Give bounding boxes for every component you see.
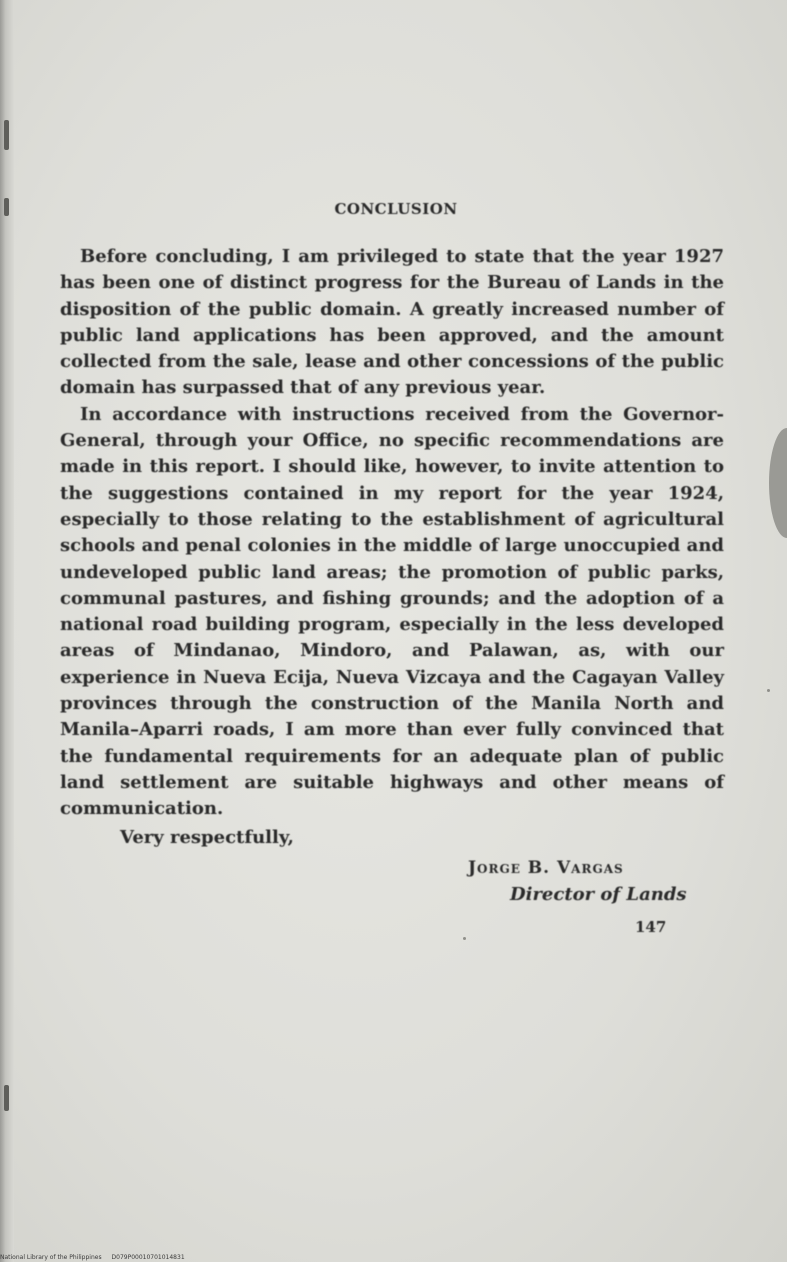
binding-mark — [4, 198, 9, 216]
binding-mark — [4, 120, 9, 150]
paragraph: In accordance with instructions received from the Governor-General, through your Office, no specific recommendations are made in this report. I should like, however, to invite attention to the suggestions contained in my report for the year 1924, especially to those relating to the establishment of agricultural schools and penal colonies in the middle of large unoccupied and undeveloped public land areas; the promotion of public parks, communal pastures, and fishing grounds; and the adoption of a national road building program, especially in the less developed areas of Mindanao, Mindoro, and Palawan, as, with our experience in Nueva Ecija, Nueva Vizcaya and the Cagayan Valley provinces through the construction of the Manila North and Manila–Aparri roads, I am more than ever fully convinced that the fundamental requirements for an adequate plan of public land settlement are suitable highways and other means of communication. — [60, 403, 724, 820]
scan-footer — [0, 1254, 193, 1261]
dust-speck — [767, 689, 770, 692]
page-number: 147 — [635, 918, 667, 936]
thumb-shadow — [769, 428, 787, 538]
section-heading: CONCLUSION — [334, 200, 458, 218]
page-binding-edge — [0, 0, 14, 1262]
paragraph: Before concluding, I am privileged to state that the year 1927 has been one of distinct progress for the Bureau of Lands in the disposition of the public domain. A greatly increased number of public land applications has been approved, and the amount collected from the sale, lease and other concessions of the public domain has surpassed that of any previous year. — [60, 246, 724, 399]
signature-title: Director of Lands — [510, 884, 687, 905]
footer-library: National Library of the Philippines — [0, 1254, 102, 1261]
footer-code: D079P00010701014831 — [111, 1254, 185, 1261]
dust-speck — [463, 937, 466, 940]
closing-salutation: Very respectfully, — [120, 826, 294, 848]
document-body — [60, 200, 724, 848]
signature-name: Jorge B. Vargas — [468, 858, 624, 878]
binding-mark — [4, 1085, 9, 1111]
